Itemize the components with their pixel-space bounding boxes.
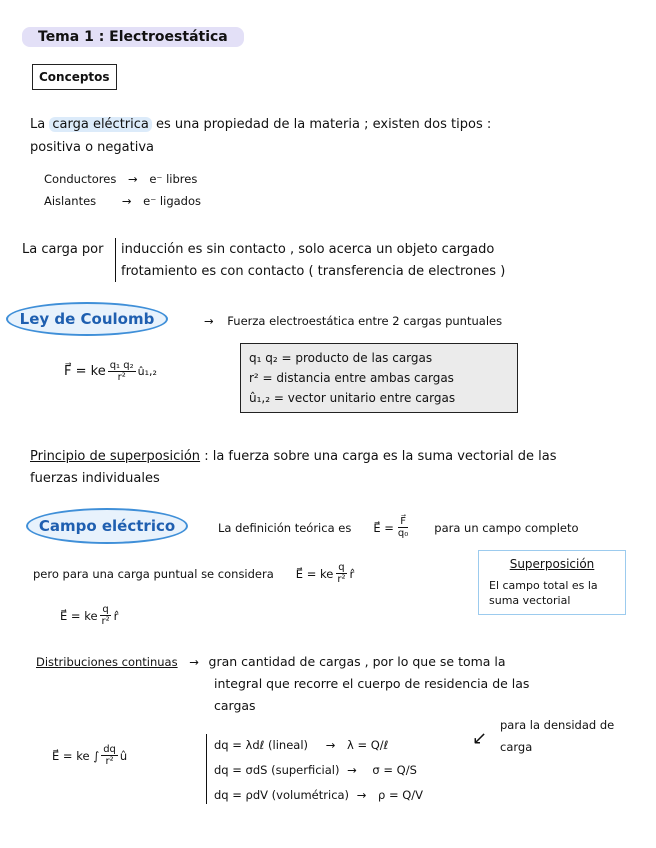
superposicion-label: Principio de superposición [30, 449, 201, 464]
induccion-line1: inducción es sin contacto , solo acerca un objeto cargado [121, 242, 495, 257]
formula-lhs: E⃗ = [373, 520, 394, 535]
superposicion-box [478, 550, 626, 615]
coulomb-desc [204, 314, 502, 328]
row-right: σ = Q/S [372, 763, 417, 777]
superposicion-box-line: suma vectorial [489, 594, 571, 607]
distribuciones-formula [52, 744, 127, 767]
formula-den: r² [101, 616, 110, 627]
material-conductores [44, 172, 197, 186]
campo-definicion [218, 516, 579, 539]
coulomb-label-text: Ley de Coulomb [19, 310, 155, 328]
conceptos-label: Conceptos [39, 70, 110, 84]
def-item: r² = distancia entre ambas cargas [249, 371, 454, 385]
distribuciones-line3: cargas [214, 698, 256, 713]
material-name: Conductores [44, 172, 117, 186]
formula-fraction [396, 516, 410, 539]
distribucion-row-lineal [214, 738, 388, 752]
distribuciones-line1 [36, 654, 506, 669]
brace [206, 734, 207, 804]
superposicion-box-title: Superposición [509, 557, 595, 571]
distribucion-row-volumetrica [214, 788, 423, 802]
formula-fraction [101, 744, 118, 767]
brace [115, 238, 116, 282]
row-left: dq = ρdV (volumétrica) [214, 788, 350, 802]
intro-line1 [30, 117, 491, 132]
arrow-icon: → [204, 314, 214, 328]
arrow-icon: → [325, 738, 336, 752]
row-left: dq = σdS (superficial) [214, 763, 340, 777]
page-title [22, 26, 244, 45]
material-value: e⁻ ligados [143, 194, 201, 208]
formula-lhs: E⃗ = ke [295, 566, 334, 581]
formula-fraction [100, 604, 112, 627]
coulomb-desc-text: Fuerza electroestática entre 2 cargas puntuales [227, 314, 503, 328]
superposicion-box-line: El campo total es la [489, 579, 598, 592]
intro-highlight: carga eléctrica [49, 117, 152, 132]
superposicion-line1 [30, 449, 557, 464]
page-title-text: Tema 1 : Electroestática [22, 27, 244, 47]
formula-fraction [108, 360, 136, 383]
formula-num: F⃗ [400, 516, 406, 527]
row-right: λ = Q/ℓ [346, 738, 389, 752]
arrow-icon: → [128, 172, 138, 186]
material-value: e⁻ libres [149, 172, 198, 186]
def-item: û₁,₂ = vector unitario entre cargas [249, 391, 456, 405]
campo-puntual-text: pero para una carga puntual se considera [33, 566, 274, 581]
coulomb-formula [64, 360, 157, 383]
formula-post: û [119, 748, 128, 763]
row-right: ρ = Q/V [378, 788, 424, 802]
densidad-note-line2: carga [500, 740, 533, 754]
intro-post: es una propiedad de la materia ; existen dos tipos : [156, 117, 492, 132]
def-item: q₁ q₂ = producto de las cargas [249, 351, 433, 365]
formula-lhs: E⃗ = ke ∫ [52, 748, 100, 763]
formula-den: r² [117, 372, 126, 383]
distribucion-row-superficial [214, 763, 417, 777]
formula-post: r̂ [113, 608, 119, 623]
formula-den: r² [105, 756, 114, 767]
distribuciones-text: gran cantidad de cargas , por lo que se toma la [208, 654, 506, 669]
campo-def-text: La definición teórica es [218, 520, 352, 535]
formula-num: dq [103, 744, 116, 755]
induccion-line2: frotamiento es con contacto ( transferencia de electrones ) [121, 264, 506, 279]
formula-num: q₁ q₂ [109, 360, 134, 371]
material-aislantes [44, 194, 201, 208]
campo-label [26, 508, 188, 544]
coulomb-defs-box [240, 343, 518, 413]
densidad-note-line1: para la densidad de [500, 718, 615, 732]
arrow-icon: → [347, 763, 357, 777]
formula-lhs: F⃗ = ke [64, 364, 106, 379]
note-arrow-icon: ↙ [472, 728, 488, 749]
induccion-lead: La carga por [22, 242, 104, 257]
formula-unit: û₁,₂ [137, 365, 157, 378]
intro-pre: La [30, 117, 46, 132]
formula-fraction [335, 562, 347, 585]
conceptos-box [32, 64, 117, 90]
campo-def-post: para un campo completo [434, 520, 579, 535]
material-name: Aislantes [44, 194, 97, 208]
formula-den: q₀ [397, 528, 409, 539]
formula-post: r̂ [349, 566, 355, 581]
distribuciones-label: Distribuciones continuas [36, 655, 178, 669]
arrow-icon: → [189, 655, 199, 669]
campo-puntual [33, 562, 354, 585]
formula-lhs: E⃗ = ke [60, 608, 98, 623]
superposicion-line2: fuerzas individuales [30, 471, 160, 486]
coulomb-label [6, 302, 168, 336]
campo-formula2 [60, 604, 118, 627]
superposicion-text: : la fuerza sobre una carga es la suma vectorial de las [204, 449, 557, 464]
formula-num: q [338, 562, 345, 573]
formula-num: q [102, 604, 109, 615]
intro-line2: positiva o negativa [30, 140, 155, 155]
campo-label-text: Campo eléctrico [38, 517, 176, 535]
arrow-icon: → [356, 788, 367, 802]
row-left: dq = λdℓ (lineal) [214, 738, 309, 752]
formula-den: r² [337, 574, 346, 585]
arrow-icon: → [121, 194, 132, 208]
distribuciones-line2: integral que recorre el cuerpo de residencia de las [214, 676, 530, 691]
